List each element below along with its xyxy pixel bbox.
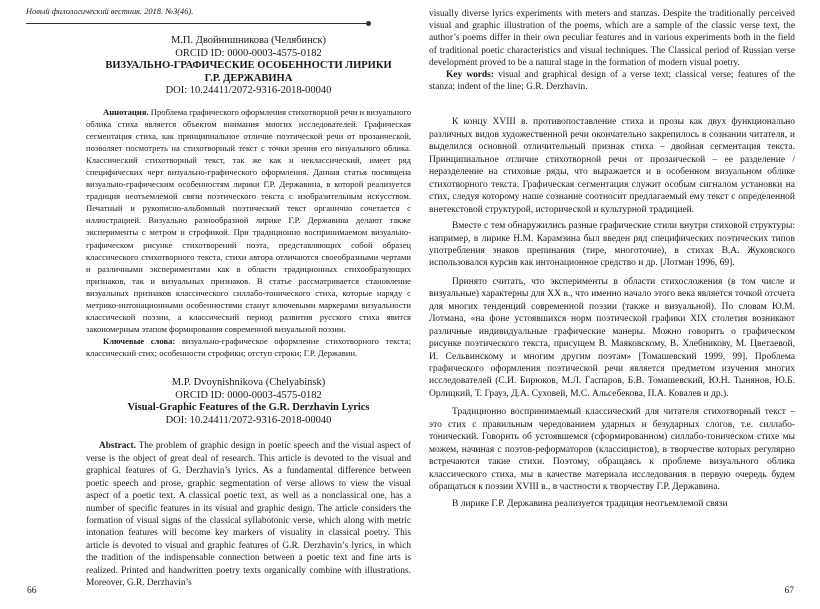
title-ru-line2: Г.Р. ДЕРЖАВИНА (204, 72, 293, 84)
abstract-en (86, 440, 411, 589)
doi-ru: DOI: 10.24411/2072-9316-2018-00040 (165, 85, 332, 96)
body-paragraph: Вместе с тем обнаружились разные графические стили внутри стиховой структуры: например, в лирике Н.М. Карамзина был введен ряд специфических поэтических типов употребления знаков препинания (тире, многоточие), в стихах В.А. Жуковского использовался курсив как интонационное средство и др. [Лотман 1996, 69]. (429, 221, 795, 269)
title-en: Visual-Graphic Features of the G.R. Derzhavin Lyrics (127, 402, 370, 414)
body-paragraph: Принято считать, что эксперименты в области стихосложения (в том числе и визуальные) характерны для ХХ в., что именно начало этого века является точкой отсчета для многих тенденций современной поэзии (также и визуальной). По словам Ю.М. Лотмана, «на фоне устоявшихся норм поэтической графики XIX столетия возникают различные индивидуальные графические манеры. Можно говорить о графическом рисунке поэтического текста, присущем В. Маяковскому, В. Хлебникову, М. Цветаевой, И. Сельвинскому и многим другим поэтам» [Томашевский 1999, 99]. Проблема графического оформления поэтической речи является предметом изучения многих исследователей (С.И. Бирюков, М.Л. Гаспаров, Б.В. Томашевский, Ю.Н. Тынянов, Ю.Б. Орлицкий, Т. Грауз, Д.А. Суховей, М.С. Альсебекова, П.А. Ковалев и др.). (429, 276, 795, 399)
abstract-ru-label: Аннотация. (103, 106, 149, 117)
keywords-en-text: visual and graphical design of a verse text; classical verse; features of the stanza; indent of the line; G.R. Derzhavin. (429, 70, 795, 93)
author-en: M.P. Dvoynishnikova (Chelyabinsk) (171, 377, 326, 389)
orcid-en: ORCID ID: 0000-0003-4575-0182 (175, 389, 322, 401)
header-rule (26, 23, 366, 24)
page-number-left: 66 (27, 586, 37, 596)
body-paragraph: В лирике Г.Р. Державина реализуется традиция неотъемлемой связи (452, 498, 728, 509)
abstract-ru (86, 106, 411, 336)
abstract-en-text: The problem of graphic design in poetic speech and the visual aspect of verse is the object of great deal of research. This article is devoted to the visual and graphical features of G. Derzhavin’s lyrics. As a fundamental difference between poetic speech and prose, graphic segmentation of verse allows to view the visual aspect of a poetic text. A classical poetic text, as well as a nonclassical one, has a number of specific features in its visual and graphic design. The article considers the formation of visual signs of the classical syllabotonic verse, which along with metric intonation features will become key markers of visuality in classical poetry. This article is devoted to visual and graphic features of G.R. Derzhavin’s lyrics, in which the tradition of the indispensable connection between a poetic text and fine arts is realized. Printed and handwritten poetry texts organically combine with illustrations. Moreover, G.R. Derzhavin’s (86, 441, 411, 588)
body-paragraph: Традиционно воспринимаемый классический для читателя стихотворный текст – это стих с правильным чередованием ударных и безударных слогов, т.е. силлабо-тонический. Говорить об устоявшемся (сформированном) силлабо-тоническом стихе мы можем, начиная с поэтов-реформаторов (классицистов), в творчестве которых регулярно встречаются такие стихи. Поэтому, обращаясь к проблеме визуального облика классического стиха, мы в качестве материала исследования в первую очередь будем обращаться к поэзии XVIII в., в частности к творчеству Г.Р. Державина. (429, 407, 795, 493)
doi-en: DOI: 10.24411/2072-9316-2018-00040 (165, 414, 332, 426)
keywords-ru-label: Ключевые слова: (103, 336, 176, 347)
right-page-column (429, 8, 795, 510)
abstract-en-label: Abstract. (99, 441, 136, 452)
keywords-ru-text: визуально-графическое оформление стихотворного текста; классический стих; особенности строфики; отступ строки; Г.Р. Державин. (86, 336, 411, 359)
journal-title: Новый филологический вестник. 2018. №3(46). (26, 7, 194, 16)
abstract-en-continued: visually diverse lyrics experiments with meters and stanzas. Despite the traditionally perceived visual and graphic illustration of the poems, which are a sample of the classic verse text, the author’s poems differ in their own peculiar features and in various experiments both in the field of traditional poetic characteristics and visual techniques. The Classical period of Russian verse development proved to be a natural stage in the formation of modern visual poetry. (429, 9, 795, 68)
keywords-ru (86, 335, 411, 359)
body-paragraph: К концу XVIII в. противопоставление стиха и прозы как двух функционально различных видов художественной речи окончательно закрепилось в сознании читателя, и выделился основной отличительный признак стиха – двойная сегментация текста. Принципиальное отличие стихотворной речи от прозаической – ее разделение / неразделение на стиховые ряды, что выражается и в особенном визуальном облике стихотворного текста. Графическая сегментация служит особым сигналом установки на стих, следуя которому наше сознание соотносит предлагаемый ему текст с определенной внетекстовой структурой, исторической и культурной традицией. (429, 117, 795, 215)
keywords-en-label: Key words: (446, 70, 494, 81)
author-ru: М.П. Двойнишникова (Челябинск) (170, 35, 327, 46)
left-page-column (86, 35, 411, 589)
page-number-right: 67 (784, 586, 794, 596)
keywords-en (429, 69, 795, 93)
header-rule-ornament (366, 21, 371, 26)
abstract-ru-text: Проблема графического оформления стихотворной речи и визуального облика стиха является объектом внимания многих исследователей. Графическая сегментация стиха, как принципиальное отличие поэтической речи от прозаической, позволяет посмотреть на стихотворный текст с точки зрения его визуального облика. Классический стихотворный текст, так же как и неклассический, имеет ряд специфических черт визуально-графического оформления. Данная статья посвящена визуально-графическим особенностям лирики Г.Р. Державина, в которой реализуется традиция неотъемлемой связи поэтического текста с изобразительным искусством. Печатный и рукописно-альбомный поэтический текст органично сочетается с иллюстрацией. Визуально разнообразной лирике Г.Р. Державина делают также эксперименты с метром и строфикой. При традиционно воспринимаемом визуально-графическом рисунке стихотворений поэта, представляющих собой образец классического стихотворного текста, стихи автора отличаются своеобразными чертами и различными экспериментами как в области традиционных стихообразующих признаков, так и визуальных признаков. В статье рассматривается становление визуальных признаков классического силлабо-тонического стиха, которые наряду с метрико-интонационными особенностями станут ключевыми маркерами визуальности классической поэзии, а классический период развития русского стиха явится закономерным этапом формирования современной визуальной поэзии. (86, 106, 411, 335)
orcid-ru: ORCID ID: 0000-0003-4575-0182 (175, 47, 322, 59)
title-ru-line1: ВИЗУАЛЬНО-ГРАФИЧЕСКИЕ ОСОБЕННОСТИ ЛИРИКИ (105, 60, 392, 71)
